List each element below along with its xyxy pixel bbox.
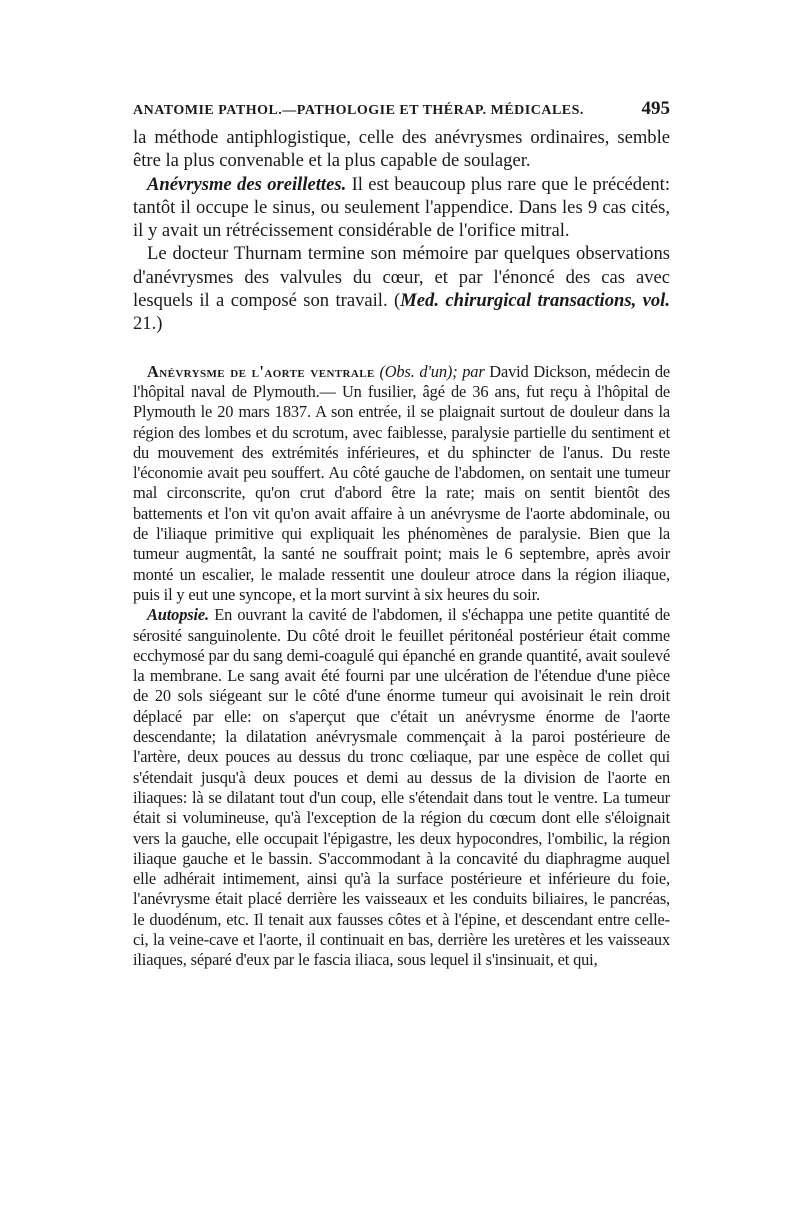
paragraph-autopsy: Autopsie. En ouvrant la cavité de l'abdomen, il s'échappa une petite quantité de sérosité sanguinolente. Du côté droit le feuillet péritonéal postérieur était comme ecchymosé par du sang demi-coagulé qui épanché en grande quantité, avait soulevé la membrane. Le sang avait été fourni par une ulcération de l'étendue d'une pièce de 20 sols siégeant sur le côté d'une énorme tumeur qui avoisinait le rein droit déplacé par elle: on s'aperçut que c'était un anévrysme énorme de l'aorte descendante; la dilatation anévrysmale commençait à la paroi postérieure de l'artère, deux pouces au dessus du tronc cœliaque, par une espèce de collet qui s'étendait jusqu'à deux pouces et demi au dessus de la division de l'aorte en iliaques: là se dilatant tout d'un coup, elle s'étendait dans tout le ventre. La tumeur était si volumineuse, qu'à l'exception de la région du cœcum dont elle s'éloignait vers la gauche, elle occupait l'épigastre, les deux hypocondres, l'ombilic, la région iliaque gauche et le bassin. S'accommodant à la concavité du diaphragme auquel elle adhérait intimement, ainsi qu'à la surface postérieure et inférieure du foie, l'anévrysme était placé derrière les vaisseaux et les conduits biliaires, le pancréas, le duodénum, etc. Il tenait aux fausses côtes et à l'épine, et descendant entre celle-ci, la veine-cave et l'aorte, il continuait en bas, derrière les uretères et les vaisseaux iliaques, séparé d'eux par le fascia iliaca, sous lequel il s'insinuait, et qui, bbox=[133, 605, 670, 970]
lower-text-block bbox=[133, 362, 670, 971]
page-number: 495 bbox=[641, 98, 670, 119]
paragraph-thurnam: Le docteur Thurnam termine son mémoire par quelques observations d'anévrysmes des valvules du cœur, et par l'énoncé des cas avec lesquels il a composé son travail. (Med. chirurgical transactions, vol. 21.) bbox=[133, 243, 670, 335]
document-page bbox=[133, 98, 670, 971]
observation-note: (Obs. d'un); par bbox=[374, 361, 485, 381]
paragraph-continuation: la méthode antiphlogistique, celle des anévrysmes ordinaires, semble être la plus convenable et la plus capable de soulager. bbox=[133, 127, 670, 172]
section-heading-autopsy: Autopsie. bbox=[147, 605, 209, 625]
paragraph-ventral-aorta: Anévrysme de l'aorte ventrale (Obs. d'un); par David Dickson, médecin de l'hôpital naval de Plymouth.— Un fusilier, âgé de 36 ans, fut reçu à l'hôpital de Plymouth le 20 mars 1837. A son entrée, il se plaignait surtout de douleur dans la région des lombes et du scrotum, avec faiblesse, paralysie partielle du sentiment et du mouvement des extrémités inférieures, et du sphincter de l'anus. Du reste l'économie avait peu souffert. Au côté gauche de l'abdomen, on sentait une tumeur mal circonscrite, qu'on crut d'abord être la rate; mais on sentit bientôt des battements et l'on vit qu'on avait affaire à un anévrysme de l'aorte abdominale, ou de l'iliaque primitive qui expliquait les phénomènes de paralysie. Bien que la tumeur augmentât, la santé ne souffrait point; mais le 6 septembre, après avoir monté un escalier, le malade ressentit une douleur atroce dans la région iliaque, puis il y eut une syncope, et la mort survint à six heures du soir. bbox=[133, 361, 670, 604]
paragraph-aneurysm-atria: Anévrysme des oreillettes. Il est beaucoup plus rare que le précédent: tantôt il occupe le sinus, ou seulement l'appendice. Dans les 9 cas cités, il y avait un rétrécissement considérable de l'orifice mitral. bbox=[133, 173, 670, 242]
header-title: ANATOMIE PATHOL.—PATHOLOGIE ET THÉRAP. MÉDICALES. bbox=[133, 103, 584, 118]
section-heading-atria: Anévrysme des oreillettes. bbox=[147, 173, 347, 195]
upper-text-block bbox=[133, 126, 670, 336]
section-heading-ventral-aorta: Anévrysme de l'aorte ventrale bbox=[147, 361, 375, 381]
running-header bbox=[133, 98, 670, 120]
citation: Med. chirurgical transactions, vol. bbox=[400, 290, 670, 312]
